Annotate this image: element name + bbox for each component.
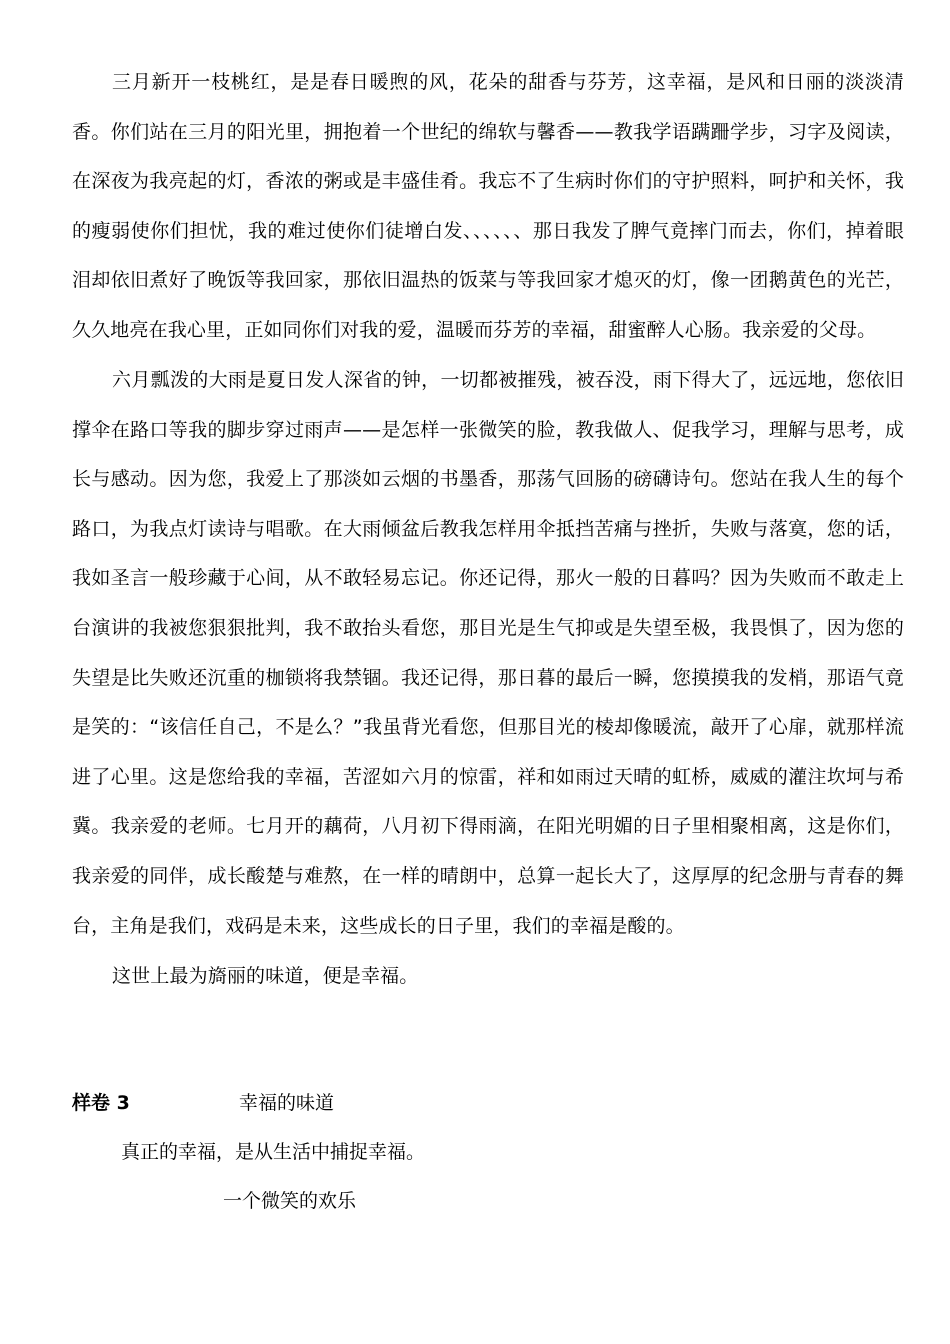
sample-label: 样卷 3 [72,1092,130,1114]
sample-subheading: 一个微笑的欢乐 [223,1190,357,1212]
sample-intro: 真正的幸福，是从生活中捕捉幸福。 [121,1141,426,1163]
sample-title: 幸福的味道 [239,1092,335,1114]
paragraph-parents: 三月新开一枝桃红，是是春日暖煦的风，花朵的甜香与芬芳，这幸福，是风和日丽的淡淡清香。你们站在三月的阳光里，拥抱着一个世纪的绵软与馨香——教我学语蹒跚学步，习字及阅读，在深夜为我亮起的灯，香浓的粥或是丰盛佳肴。我忘不了生病时你们的守护照料，呵护和关怀，我的瘦弱使你们担忧，我的难过使你们徒增白发、、、、、、那日我发了脾气竟摔门而去，你们，掉着眼泪却依旧煮好了晚饭等我回家，那依旧温热的饭菜与等我回家才熄灭的灯，像一团鹅黄色的光芒，久久地亮在我心里，正如同你们对我的爱，温暖而芬芳的幸福，甜蜜醉人心肠。我亲爱的父母。 [72,71,904,341]
paragraph-conclusion: 这世上最为旖丽的味道，便是幸福。 [112,965,419,987]
paragraph-teacher: 六月瓢泼的大雨是夏日发人深省的钟，一切都被摧残，被吞没，雨下得大了，远远地，您依旧撑伞在路口等我的脚步穿过雨声——是怎样一张微笑的脸，教我做人、促我学习，理解与思考，成长与感动。因为您，我爱上了那淡如云烟的书墨香，那荡气回肠的磅礴诗句。您站在我人生的每个路口，为我点灯读诗与唱歌。在大雨倾盆后教我怎样用伞抵挡苦痛与挫折，失败与落寞，您的话，我如圣言一般珍藏于心间，从不敢轻易忘记。你还记得，那火一般的日暮吗？因为失败而不敢走上台演讲的我被您狠狠批判，我不敢抬头看您，那目光是生气抑或是失望至极，我畏惧了，因为您的失望是比失败还沉重的枷锁将我禁锢。我还记得，那日暮的最后一瞬，您摸摸我的发梢，那语气竟是笑的：“该信任自己，不是么？”我虽背光看您，但那目光的棱却像暖流，敲开了心扉，就那样流进了心里。这是您给我的幸福，苦涩如六月的惊雷，祥和如雨过天晴的虹桥，威威的灌注坎坷与希冀。我亲爱的老师。七月开的藕荷，八月初下得雨滴，在阳光明媚的日子里相聚相离，这是你们，我亲爱的同伴，成长酸楚与难熬，在一样的晴朗中，总算一起长大了，这厚厚的纪念册与青春的舞台，主角是我们，戏码是未来，这些成长的日子里，我们的幸福是酸的。 [72,369,904,937]
sample-header [72,1088,334,1118]
